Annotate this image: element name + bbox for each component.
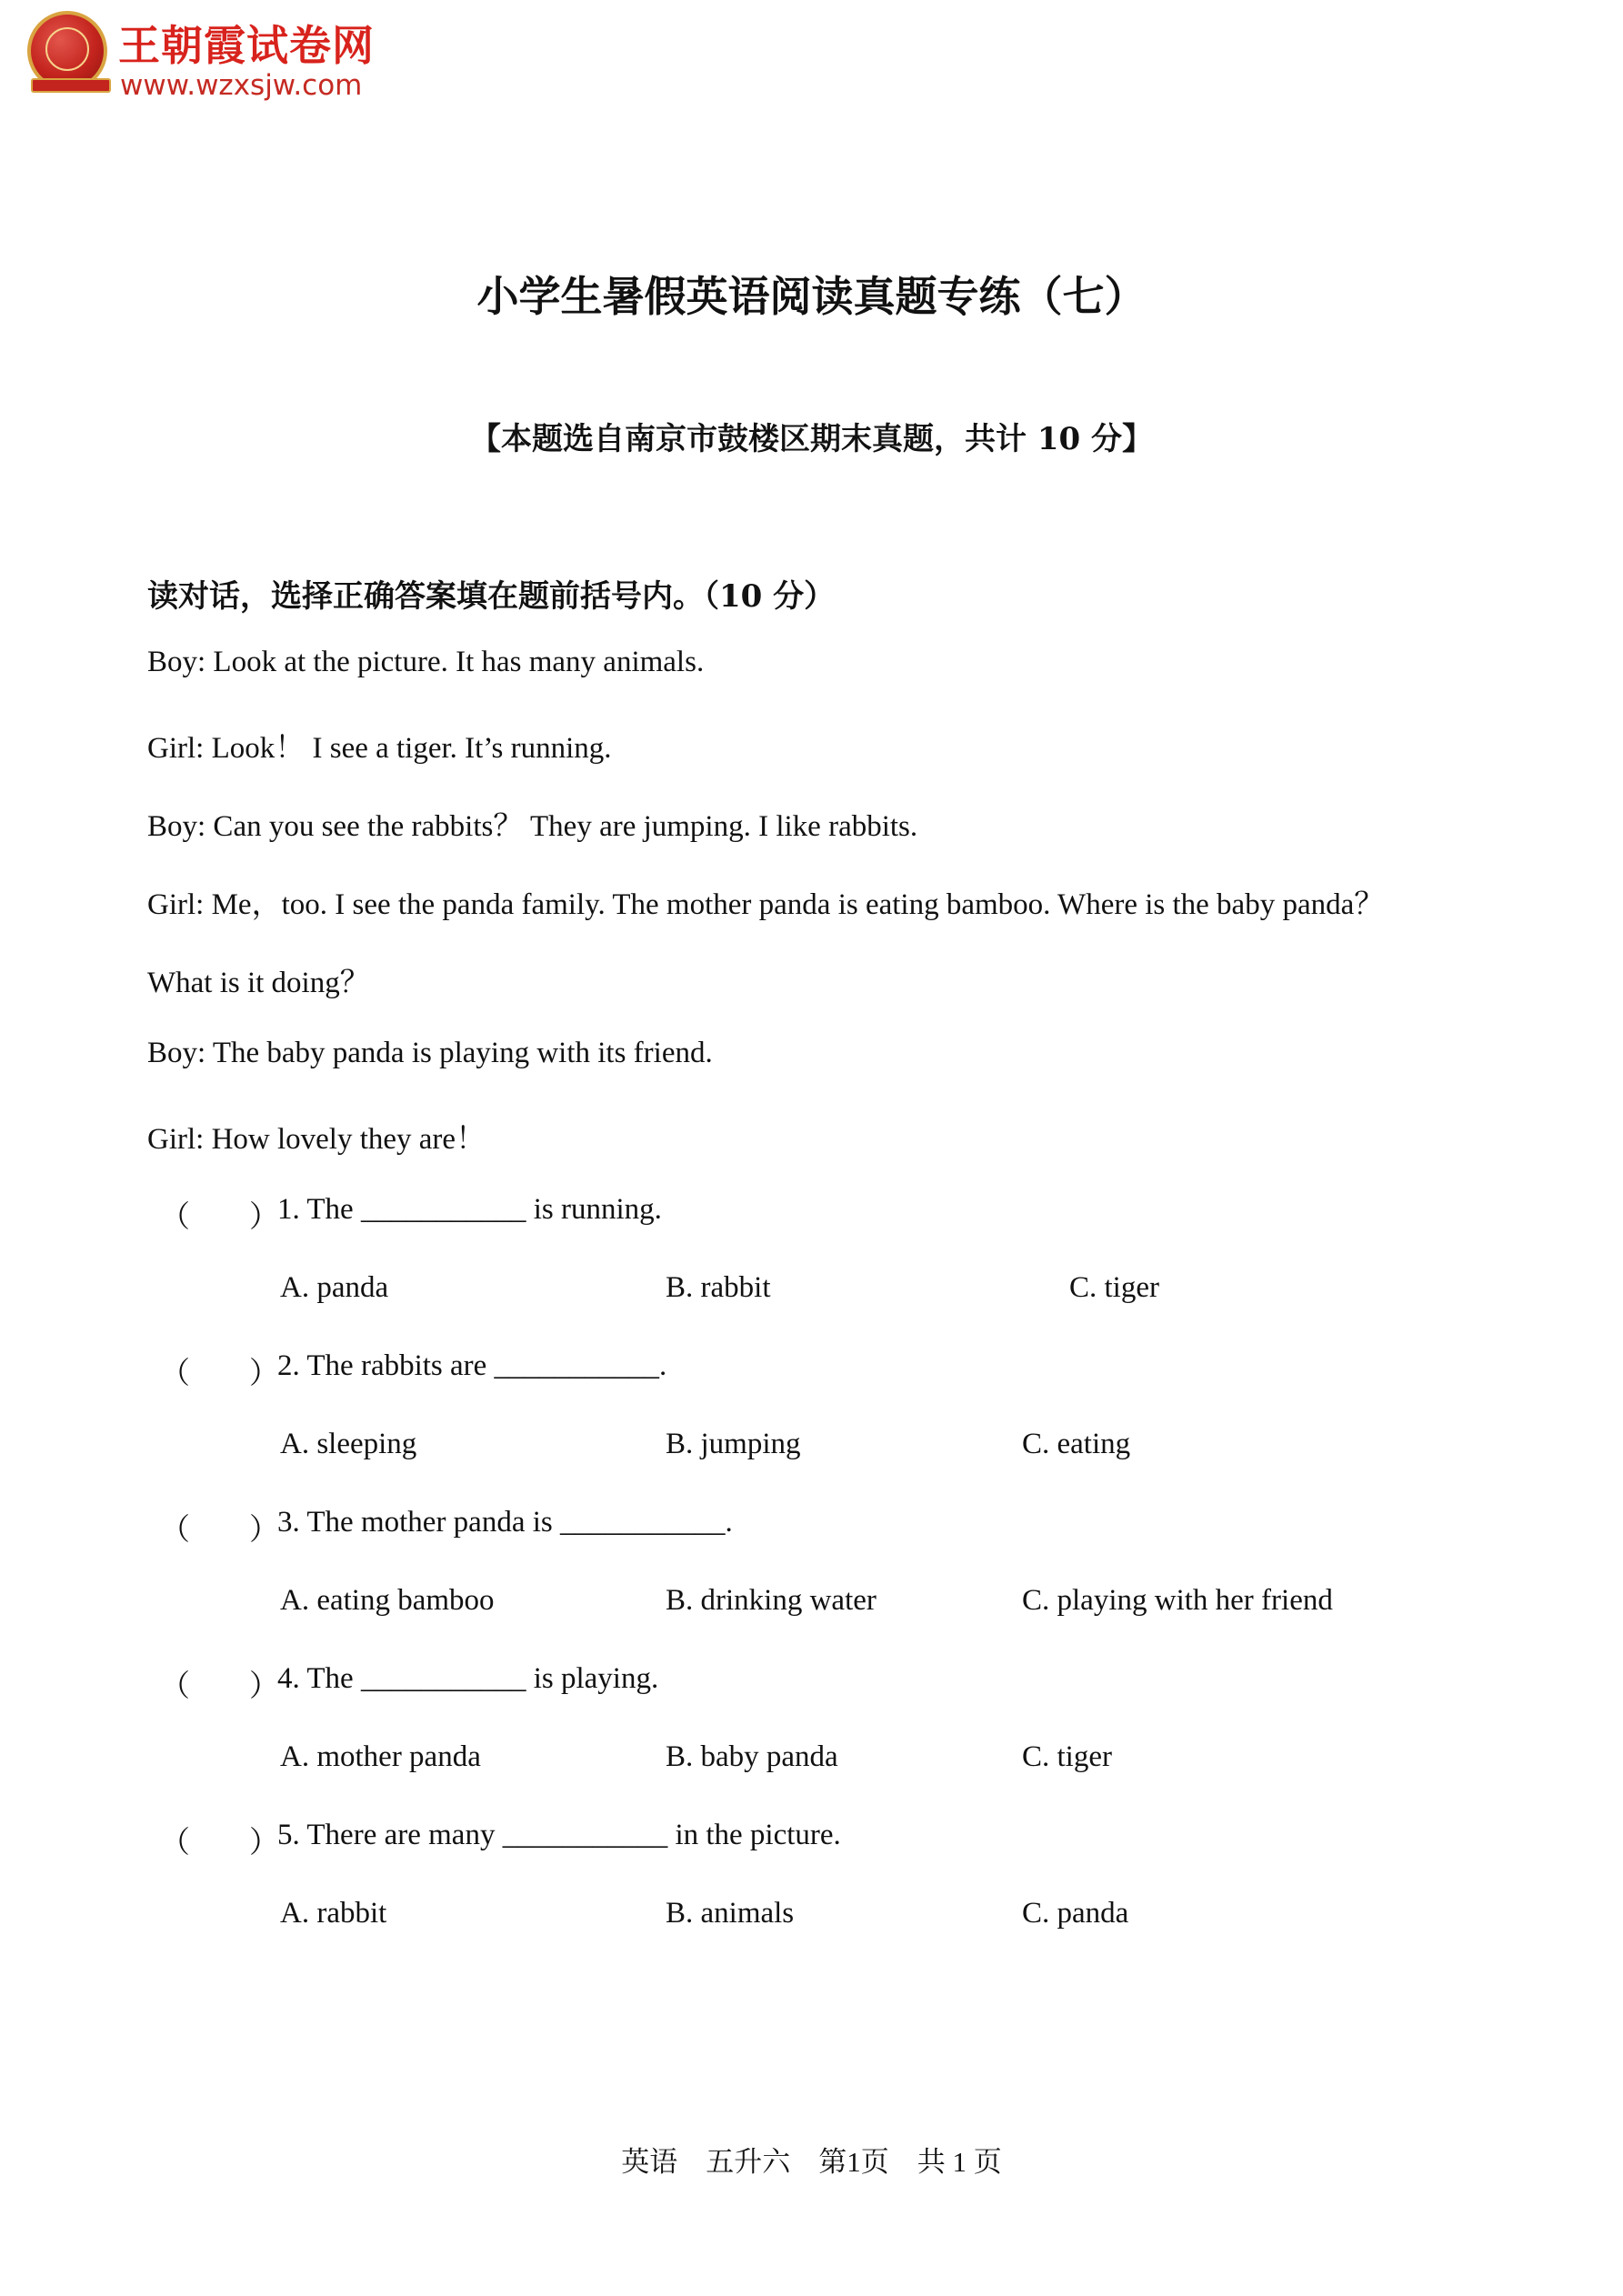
option-c: C. eating [1022, 1428, 1131, 1460]
answer-blank-open[interactable]: （ [160, 1201, 190, 1234]
page-footer: 英语 五升六 第1页 共 1 页 [621, 2146, 1002, 2178]
brand-name: 王朝霞试卷网 [118, 21, 375, 70]
instruction: 读对话，选择正确答案填在题前括号内。（10 分） [147, 578, 836, 615]
option-b: B. drinking water [666, 1584, 877, 1617]
option-c: C. panda [1022, 1897, 1129, 1930]
option-a: A. sleeping [280, 1428, 417, 1460]
option-a: A. mother panda [280, 1740, 481, 1773]
option-c: C. playing with her friend [1022, 1584, 1333, 1617]
answer-blank-open[interactable]: （ [160, 1827, 190, 1860]
question-text: 5. There are many ___________ in the picture. [277, 1819, 841, 1851]
dialogue-line: Boy: Look at the picture. It has many animals. [147, 646, 705, 678]
option-b: B. animals [666, 1897, 795, 1930]
dialogue-line: Boy: The baby panda is playing with its friend. [147, 1037, 713, 1069]
answer-blank-close: ） [249, 1358, 279, 1390]
answer-blank-close: ） [249, 1514, 279, 1547]
answer-blank-open[interactable]: （ [160, 1358, 190, 1390]
dialogue-line: Girl: Me，too. I see the panda family. The mother panda is eating bamboo. Where is the baby panda？ [147, 888, 1385, 921]
site-logo [27, 11, 409, 102]
option-c: C. tiger [1022, 1740, 1112, 1773]
question-text: 3. The mother panda is ___________. [277, 1506, 733, 1539]
seal-ribbon [31, 78, 111, 93]
question-text: 2. The rabbits are ___________. [277, 1349, 667, 1382]
question-text: 4. The ___________ is playing. [277, 1662, 659, 1695]
dialogue-line: Boy: Can you see the rabbits？ They are jumping. I like rabbits. [147, 810, 918, 843]
question-text: 1. The ___________ is running. [277, 1193, 662, 1226]
option-a: A. panda [280, 1271, 389, 1304]
answer-blank-close: ） [249, 1201, 279, 1234]
option-b: B. baby panda [666, 1740, 838, 1773]
option-b: B. rabbit [666, 1271, 771, 1304]
dialogue-line: What is it doing？ [147, 967, 370, 999]
source-note: 【本题选自南京市鼓楼区期末真题，共计 10 分】 [470, 421, 1153, 457]
answer-blank-open[interactable]: （ [160, 1514, 190, 1547]
dialogue-line: Girl: Look！ I see a tiger. It’s running. [147, 732, 612, 765]
answer-blank-open[interactable]: （ [160, 1670, 190, 1703]
page-title: 小学生暑假英语阅读真题专练（七） [476, 272, 1147, 321]
option-a: A. rabbit [280, 1897, 387, 1930]
answer-blank-close: ） [249, 1827, 279, 1860]
option-b: B. jumping [666, 1428, 801, 1460]
dialogue-line: Girl: How lovely they are！ [147, 1123, 486, 1156]
brand-url[interactable]: www.wzxsjw.com [120, 69, 363, 102]
answer-blank-close: ） [249, 1670, 279, 1703]
option-a: A. eating bamboo [280, 1584, 495, 1617]
option-c: C. tiger [1069, 1271, 1159, 1304]
